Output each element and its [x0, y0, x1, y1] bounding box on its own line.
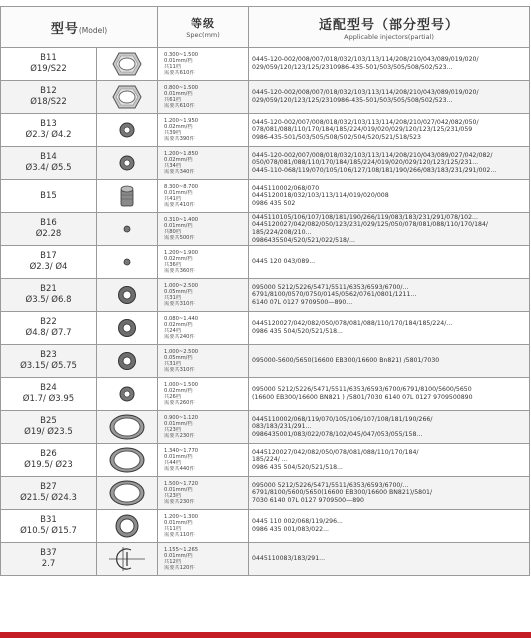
model-code: B14 — [40, 152, 57, 162]
spec-line: 需要共110件 — [164, 532, 195, 539]
small-ring-icon — [97, 153, 157, 173]
model-code: B31 — [40, 515, 57, 525]
spec-cell — [158, 312, 249, 345]
model-cell — [1, 444, 97, 477]
injector-list-line: 0445-120-002/007/008/018/032/103/113/114/208/210/027/042/082/050/ — [252, 118, 479, 126]
part-image-cell — [97, 312, 158, 345]
table-row — [1, 279, 530, 312]
applicable-injectors-cell — [249, 411, 530, 444]
spec-line: 需要共440件 — [164, 466, 195, 473]
spec-line: 0.01mm/档 — [164, 57, 193, 64]
spec-line: 0.310~1.400 — [164, 216, 199, 223]
spec-line: 共61档 — [164, 97, 181, 103]
spec-cell — [158, 213, 249, 246]
spec-line: 共23档 — [164, 493, 181, 499]
applicable-injectors-cell — [249, 477, 530, 510]
spec-line: 1.000~1.500 — [164, 381, 199, 388]
part-image-cell — [97, 378, 158, 411]
model-size: Ø3.4/ Ø5.5 — [25, 163, 72, 173]
part-image-cell — [97, 279, 158, 312]
injector-list-line: 095000 5212/5226/5471/5511/6353/6593/6700/... — [252, 481, 409, 489]
spec-line: 8.300~8.700 — [164, 183, 199, 190]
model-size: Ø19.5/ Ø23 — [24, 460, 73, 470]
spec-line: 0.05mm/档 — [164, 288, 193, 295]
injector-list-line: 0986-435-501/503/505/508/502/504/520/521/518/523 — [252, 133, 421, 141]
model-cell — [1, 81, 97, 114]
spec-line: 1.155~1.265 — [164, 546, 199, 553]
applicable-injectors-cell — [249, 147, 530, 180]
model-code: B26 — [40, 449, 57, 459]
table-body — [1, 48, 530, 576]
table-row — [1, 477, 530, 510]
applicable-injectors-cell — [249, 213, 530, 246]
spec-cell — [158, 147, 249, 180]
model-code: B11 — [40, 53, 57, 63]
spec-line: 需要共240件 — [164, 334, 195, 341]
model-cell — [1, 510, 97, 543]
spec-cell — [158, 444, 249, 477]
large-ring-icon — [97, 445, 157, 475]
table-row — [1, 147, 530, 180]
spec-line: 需要共390件 — [164, 136, 195, 143]
injector-list-line: 0445110002/068/119/070/105/106/107/108/181/190/266/ — [252, 415, 433, 423]
model-cell — [1, 345, 97, 378]
spec-line: 0.01mm/档 — [164, 453, 193, 460]
injector-list-line: 0445-110-068/119/070/105/106/127/108/181/190/266/083/183/231/291/002... — [252, 166, 497, 174]
table-row — [1, 543, 530, 576]
applicable-injectors-cell — [249, 510, 530, 543]
applicable-injectors-cell — [249, 312, 530, 345]
spec-cell — [158, 510, 249, 543]
spec-line: 需要共260件 — [164, 400, 195, 407]
spec-line: 共26档 — [164, 394, 181, 400]
shim-drawing-icon — [97, 544, 157, 574]
model-code: B17 — [40, 251, 57, 261]
header-applicable-en: Applicable injectors(partial) — [344, 32, 434, 41]
injector-list-line: 095000 5212/5226/5471/5511/6353/6593/6700/... — [252, 283, 409, 291]
applicable-injectors-cell — [249, 180, 530, 213]
spec-line: 需要共230件 — [164, 499, 195, 506]
table-row — [1, 213, 530, 246]
table-row — [1, 378, 530, 411]
small-ring-icon — [97, 120, 157, 140]
model-code: B13 — [40, 119, 57, 129]
model-cell — [1, 213, 97, 246]
table-row — [1, 180, 530, 213]
table-row — [1, 114, 530, 147]
spec-cell — [158, 246, 249, 279]
hex-nut-icon — [97, 83, 157, 111]
part-image-cell — [97, 180, 158, 213]
spec-line: 1.000~2.500 — [164, 282, 199, 289]
model-size: Ø4.8/ Ø7.7 — [25, 328, 72, 338]
spec-cell — [158, 180, 249, 213]
model-cell — [1, 477, 97, 510]
injector-list-line: 029/059/120/123/125/2310986-435-501/503/505/508/502/523... — [252, 64, 453, 71]
applicable-injectors-cell — [249, 279, 530, 312]
spec-line: 共24档 — [164, 328, 181, 334]
spec-cell — [158, 543, 249, 576]
model-code: B16 — [40, 218, 57, 228]
injector-list-line: 0445 120 043/089... — [252, 258, 316, 266]
spec-line: 需要共340件 — [164, 169, 195, 176]
part-image-cell — [97, 147, 158, 180]
applicable-injectors-cell — [249, 246, 530, 279]
spec-line: 需要共360件 — [164, 268, 195, 275]
injector-list-line: 0445120027/042/082/050/078/081/088/110/170/184/185/224/... — [252, 320, 453, 328]
spec-line: 0.300~1.500 — [164, 51, 199, 58]
model-size: Ø2.28 — [35, 229, 62, 239]
thick-washer-icon — [97, 350, 157, 372]
injector-list-line: 0445120027/042/082/050/123/231/029/125/050/078/081/088/110/170/184/ — [252, 221, 488, 229]
spec-line: 共41档 — [164, 196, 181, 202]
spec-line: 1.200~1.300 — [164, 513, 199, 520]
model-code: B21 — [40, 284, 57, 294]
model-code: B12 — [40, 86, 57, 96]
large-ring-icon — [97, 412, 157, 442]
spec-line: 共23档 — [164, 427, 181, 433]
model-code: B37 — [40, 548, 57, 558]
spec-line: 共80档 — [164, 229, 181, 235]
spec-line: 需要共230件 — [164, 433, 195, 440]
spec-line: 0.900~1.120 — [164, 414, 199, 421]
part-image-cell — [97, 444, 158, 477]
model-size: Ø19/ Ø23.5 — [24, 427, 73, 437]
part-image-cell — [97, 411, 158, 444]
model-size: Ø10.5/ Ø15.7 — [20, 526, 77, 536]
spec-line: 需要共310件 — [164, 367, 195, 374]
injector-list-line: 7030 6140 07L 0127 9709500—890 — [252, 496, 364, 504]
valve-seat-icon — [97, 183, 157, 209]
spec-line: 共31档 — [164, 361, 181, 367]
injector-list-line: 050/078/081/088/110/170/184/185/224/019/020/029/120/123/125/231... — [252, 159, 479, 167]
spec-cell — [158, 81, 249, 114]
model-code: B24 — [40, 383, 57, 393]
table-row — [1, 48, 530, 81]
injector-list-line: 6791/8100/5600/5650(16600 EB300/16600 BN821)/5801/ — [252, 489, 433, 497]
spec-cell — [158, 411, 249, 444]
model-size: 2.7 — [41, 559, 56, 569]
spec-line: 0.01mm/档 — [164, 189, 193, 196]
injector-list-line: 0445 110 002/068/119/296... — [252, 518, 343, 526]
model-size: Ø2.3/ Ø4 — [29, 262, 68, 272]
spec-line: 需要共610件 — [164, 70, 195, 77]
injector-list-line: 0445110105/106/107/108/181/190/266/119/083/183/231/291/078/102... — [252, 213, 478, 221]
thick-washer-icon — [97, 317, 157, 339]
applicable-injectors-cell — [249, 81, 530, 114]
table-header-row — [1, 7, 530, 48]
part-image-cell — [97, 81, 158, 114]
model-code: B25 — [40, 416, 57, 426]
model-code: B23 — [40, 350, 57, 360]
small-ring-icon — [97, 384, 157, 404]
footer-accent-bar — [0, 632, 531, 638]
table-row — [1, 411, 530, 444]
spec-line: 1.000~2.500 — [164, 348, 199, 355]
model-cell — [1, 180, 97, 213]
spec-line: 需要共310件 — [164, 301, 195, 308]
spec-line: 共11档 — [164, 526, 181, 532]
spec-line: 0.01mm/档 — [164, 222, 193, 229]
model-size: Ø19/S22 — [30, 64, 67, 74]
spec-line: 0.02mm/档 — [164, 321, 193, 328]
model-code: B15 — [40, 190, 57, 201]
model-cell — [1, 378, 97, 411]
medium-ring-icon — [97, 512, 157, 540]
model-size: Ø21.5/ Ø24.3 — [20, 493, 77, 503]
applicable-injectors-cell — [249, 114, 530, 147]
model-size: Ø3.15/ Ø5.75 — [20, 361, 77, 371]
model-size: Ø3.5/ Ø6.8 — [25, 295, 72, 305]
injector-list-line: 078/081/088/110/170/184/185/224/019/020/029/120/123/125/231/059 — [252, 126, 473, 134]
model-cell — [1, 279, 97, 312]
table-row — [1, 312, 530, 345]
spec-line: 1.500~1.720 — [164, 480, 199, 487]
header-spec — [158, 7, 249, 48]
injector-list-line: 0445-120-002/008/007/018/032/103/113/114/208/210/043/089/019/020/ — [252, 89, 479, 97]
spec-line: 需要共410件 — [164, 202, 195, 209]
spec-cell — [158, 48, 249, 81]
hex-nut-icon — [97, 50, 157, 78]
spec-line: 需要共500件 — [164, 235, 195, 242]
injector-list-line: 0445-120-002/007/008/018/032/103/113/114/208/210/043/089/027/042/082/ — [252, 151, 493, 159]
spec-line: 共12档 — [164, 559, 181, 565]
part-image-cell — [97, 246, 158, 279]
part-image-cell — [97, 477, 158, 510]
injector-list-line: 6140 07L 0127 9709500—890... — [252, 298, 353, 306]
injector-list-line: 0986 435 001/083/022... — [252, 526, 330, 533]
header-applicable — [249, 7, 530, 48]
header-model-en: (Model) — [78, 25, 108, 35]
injector-list-line: 185/224/208/210... — [252, 229, 312, 236]
spec-line: 共44档 — [164, 460, 181, 466]
large-ring-icon — [97, 478, 157, 508]
table-row — [1, 246, 530, 279]
spec-line: 1.340~1.770 — [164, 447, 199, 454]
injector-list-line: 185/224/ ... — [252, 456, 288, 464]
model-cell — [1, 114, 97, 147]
injector-list-line: 029/059/120/123/125/2310986-435-501/503/505/508/502/523... — [252, 97, 453, 104]
header-spec-cn: 等级 — [191, 17, 216, 30]
spec-cell — [158, 114, 249, 147]
model-size: Ø18/S22 — [30, 97, 67, 107]
table-row — [1, 345, 530, 378]
spec-line: 共36档 — [164, 262, 181, 268]
injector-list-line: 0445-120-002/008/007/018/032/103/113/114/208/210/043/089/019/020/ — [252, 56, 479, 64]
shim-catalog-table — [0, 6, 530, 576]
spec-line: 0.01mm/档 — [164, 486, 193, 493]
injector-list-line: 095000-5600/5650(16600 EB300/16600 Bn821) /5801/7030 — [252, 357, 440, 365]
part-image-cell — [97, 543, 158, 576]
thick-washer-icon — [97, 284, 157, 306]
part-image-cell — [97, 345, 158, 378]
spec-line: 共31档 — [164, 295, 181, 301]
applicable-injectors-cell — [249, 543, 530, 576]
model-cell — [1, 246, 97, 279]
injector-list-line: 095000 5212/5226/5471/5511/6353/6593/6700/6791/8100/5600/5650 — [252, 386, 472, 394]
table-row — [1, 444, 530, 477]
spec-line: 需要共610件 — [164, 103, 195, 110]
injector-list-line: 0986 435 504/520/521/518... — [252, 463, 343, 471]
model-cell — [1, 147, 97, 180]
table-row — [1, 510, 530, 543]
header-model-cn: 型号 — [50, 21, 79, 37]
tiny-dot-icon — [97, 223, 157, 235]
injector-list-line: 0445110002/068/070 — [252, 184, 320, 192]
table-row — [1, 81, 530, 114]
header-spec-en: Spec(mm) — [186, 31, 220, 39]
spec-line: 1.200~1.900 — [164, 249, 199, 256]
part-image-cell — [97, 510, 158, 543]
injector-list-line: 0986435504/520/521/022/518/... — [252, 236, 355, 244]
injector-list-line: 0986 435 502 — [252, 199, 296, 207]
injector-list-line: 0445120027/042/082/050/078/081/088/110/170/184/ — [252, 448, 419, 456]
spec-line: 0.01mm/档 — [164, 420, 193, 427]
part-image-cell — [97, 48, 158, 81]
model-cell — [1, 312, 97, 345]
spec-line: 0.800~1.500 — [164, 84, 199, 91]
injector-list-line: 083/183/231/291... — [252, 423, 312, 431]
part-image-cell — [97, 213, 158, 246]
model-code: B22 — [40, 317, 57, 327]
spec-cell — [158, 477, 249, 510]
spec-line: 0.01mm/档 — [164, 519, 193, 526]
spec-line: 共11档 — [164, 64, 181, 70]
spec-line: 0.02mm/档 — [164, 156, 193, 163]
spec-cell — [158, 345, 249, 378]
injector-list-line: (16600 EB300/16600 BN821 ) /5801/7030 6140 07L 0127 9709500890 — [252, 394, 473, 401]
injector-list-line: 0986435001/083/022/078/102/045/047/053/055/158... — [252, 430, 423, 438]
model-code: B27 — [40, 482, 57, 492]
model-size: Ø1.7/ Ø3.95 — [22, 394, 75, 404]
injector-list-line: 6791/8100/0570/0750/0145/0562/0761/0801/1211... — [252, 291, 417, 299]
spec-line: 0.01mm/档 — [164, 552, 193, 559]
spec-line: 需要共120件 — [164, 565, 195, 572]
model-cell — [1, 48, 97, 81]
spec-cell — [158, 378, 249, 411]
spec-line: 0.02mm/档 — [164, 387, 193, 394]
tiny-dot-icon — [97, 256, 157, 268]
spec-line: 0.080~1.440 — [164, 315, 199, 322]
header-applicable-cn: 适配型号（部分型号） — [319, 17, 460, 33]
applicable-injectors-cell — [249, 345, 530, 378]
applicable-injectors-cell — [249, 378, 530, 411]
injector-list-line: 0445110083/183/291... — [252, 555, 326, 563]
applicable-injectors-cell — [249, 444, 530, 477]
header-model — [1, 7, 158, 48]
spec-line: 0.01mm/档 — [164, 90, 193, 97]
spec-line: 共39档 — [164, 130, 181, 136]
spec-cell — [158, 279, 249, 312]
injector-list-line: 0445120018/032/103/113/114/019/020/008 — [252, 192, 389, 200]
applicable-injectors-cell — [249, 48, 530, 81]
part-image-cell — [97, 114, 158, 147]
model-cell — [1, 543, 97, 576]
spec-line: 共34档 — [164, 163, 181, 169]
spec-line: 0.05mm/档 — [164, 354, 193, 361]
model-size: Ø2.3/ Ø4.2 — [25, 130, 72, 140]
spec-line: 1.200~1.850 — [164, 150, 199, 157]
injector-list-line: 0986 435 504/520/521/518... — [252, 328, 343, 335]
spec-line: 0.02mm/档 — [164, 123, 193, 130]
spec-line: 1.200~1.950 — [164, 117, 199, 124]
spec-line: 0.02mm/档 — [164, 255, 193, 262]
model-cell — [1, 411, 97, 444]
